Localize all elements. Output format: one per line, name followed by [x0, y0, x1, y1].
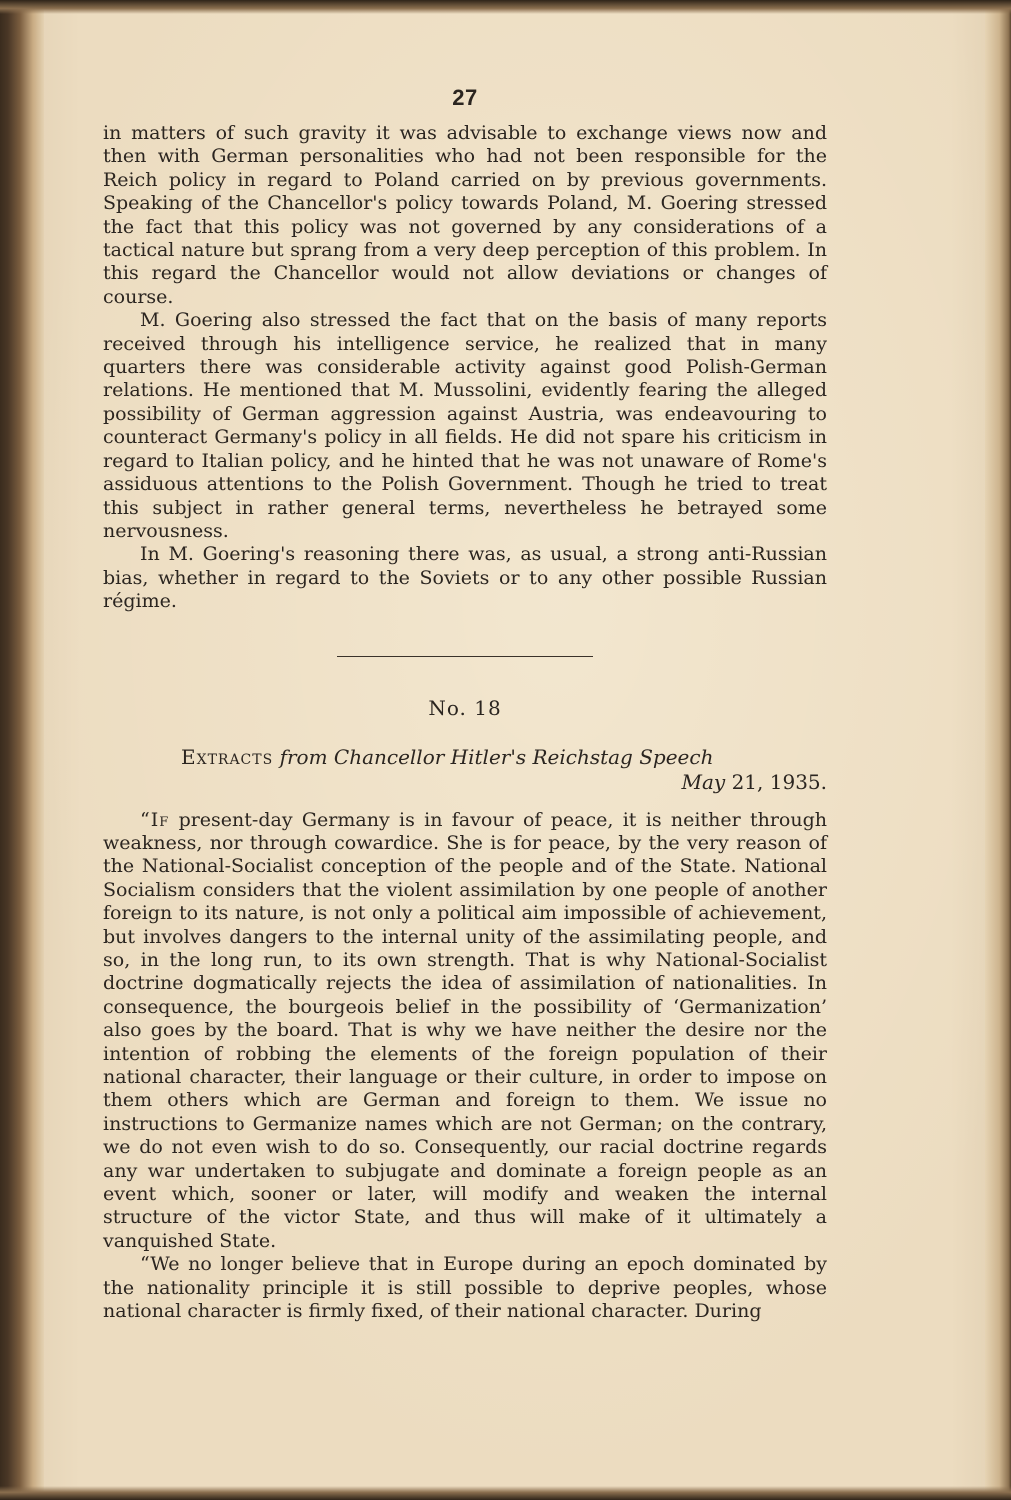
speech-paragraph-text: “We no longer believe that in Europe during an epoch dominated by the nationality principle it is still possible to deprive peoples, whose national character is firmly fixed, of their national character. During	[103, 1253, 827, 1323]
speech-paragraph	[103, 1253, 827, 1323]
section-divider	[337, 656, 593, 657]
document-title-text: from Chancellor Hitler's Reichstag Speech	[279, 744, 714, 769]
speech-paragraph-lead: “If	[140, 808, 170, 831]
page-edge-right	[985, 0, 1011, 1500]
page-number: 27	[452, 85, 478, 110]
document-title	[103, 745, 827, 769]
book-spine-shadow	[0, 0, 44, 1500]
document-number: No. 18	[428, 695, 502, 720]
page-content	[103, 82, 827, 1323]
page-edge-top	[0, 0, 1011, 14]
document-date-month: May	[681, 769, 726, 794]
carryover-paragraph: In M. Goering's reasoning there was, as usual, a strong anti-Russian bias, whether in regard to the Soviets or to any other possible Russian régime.	[103, 543, 827, 613]
carryover-paragraph: M. Goering also stressed the fact that on the basis of many reports received through his intelligence service, he realized that in many quarters there was considerable activity against good Polish-German relations. He mentioned that M. Mussolini, evidently fearing the alleged possibility of German aggression against Austria, was endeavouring to counteract Germany's policy in all fields. He did not spare his criticism in regard to Italian policy, and he hinted that he was not unaware of Rome's assiduous attentions to the Polish Government. Though he tried to treat this subject in rather general terms, nevertheless he betrayed some nervousness.	[103, 309, 827, 542]
document-date-rest: 21, 1935.	[725, 769, 827, 794]
page-edge-bottom	[0, 1486, 1011, 1500]
speech-paragraph	[103, 809, 827, 1254]
carryover-paragraph: in matters of such gravity it was advisable to exchange views now and then with German personalities who had not been responsible for the Reich policy in regard to Poland carried on by previous governments. Speaking of the Chancellor's policy towards Poland, M. Goering stressed the fact that this policy was not governed by any considerations of a tactical nature but sprang from a very deep perception of this problem. In this regard the Chancellor would not allow deviations or changes of course.	[103, 122, 827, 308]
document-title-prefix: Extracts	[181, 744, 274, 769]
document-date	[103, 769, 827, 795]
document-section	[103, 695, 827, 1324]
carryover-section	[103, 122, 827, 614]
speech-paragraph-text: present-day Germany is in favour of peace, it is neither through weakness, nor through cowardice. She is for peace, by the very reason of the National-Socialist conception of the people and of the State. National Socialism considers that the violent assimilation by one people of another foreign to its nature, is not only a political aim impossible of achievement, but involves dangers to the internal unity of the assimilating people, and so, in the long run, to its own strength. That is why National-Socialist doctrine dogmatically rejects the idea of assimilation of nationalities. In consequence, the bourgeois belief in the possibility of ‘Germanization’ also goes by the board. That is why we have neither the desire nor the intention of robbing the elements of the foreign population of their national character, their language or their culture, in order to impose on them others which are German and foreign to them. We issue no instructions to Germanize names which are not German; on the contrary, we do not even wish to do so. Consequently, our racial doctrine regards any war undertaken to subjugate and dominate a foreign people as an event which, sooner or later, will modify and weaken the internal structure of the victor State, and thus will make of it ultimately a vanquished State.	[103, 808, 827, 1252]
